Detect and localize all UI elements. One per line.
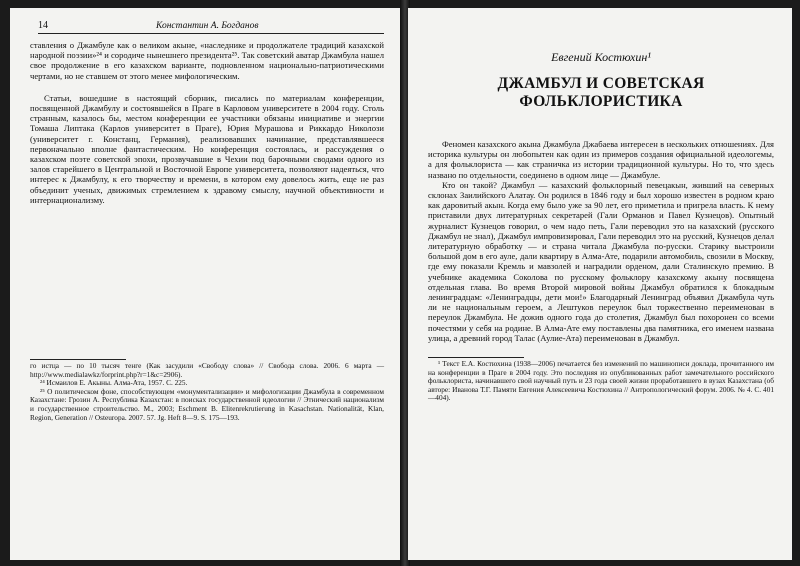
running-head-author: Константин А. Богданов (156, 21, 259, 31)
running-header (38, 20, 384, 34)
body-paragraph: Феномен казахского акына Джамбула Джабаева интересен в нескольких отношениях. Для историка культуры он любопытен как один из примеров создания официальной идеологемы, а для фольклориста — как страничка из истории традиционной культуры. Но то, что здесь названо по отдельности, соединено в одном лице — Джамбуле. (428, 139, 774, 180)
article-author: Евгений Костюхин¹ (551, 50, 651, 64)
right-page (408, 8, 792, 560)
page-number: 14 (38, 20, 48, 31)
footnote: ¹ Текст Е.А. Костюхина (1938—2006) печатается без изменений по машинописи доклада, прочитанного им на конференции в Праге в 2004 году. Это последняя из опубликованных работ замечательного российского фольклориста, начинавшего свой научный путь и 23 года своей жизни проработавшего в вузах Казахстана (об авторе: Иванова Т.Г. Памяти Евгения Алексеевича Костюхина // Антропологический форум. 2006. № 4. С. 401—404). (428, 359, 774, 403)
body-paragraph: ставления о Джамбуле как о великом акыне, «наследнике и продолжателе традиций казахской народной поэзии»²⁴ и сородиче нынешнего президента²⁵. Так советский аватар Джамбула нашел свое продолжение в его казахском варианте, подновленном национально-патриотическими чертами, но не ставшем от этого менее мифологическим. (30, 40, 384, 81)
footnote: го истца — по 10 тысяч тенге (Как засудили «Свободу слова» // Свобода слова. 2006. 6 марта — http://www.medialawkz/forprint.php?r=1&c=2906). (30, 361, 384, 379)
left-page (10, 8, 402, 560)
footnote-divider (30, 359, 126, 360)
footnote: ²⁵ О политическом фоне, способствующем «монументализации» и мифологизации Джамбула в современном Казахстане: Грозин А. Республика Казахстан: в поисках государственной идеологии // Этнический национализм и государственное строительство. М., 2003; Eschment B. Elitenrekrutierung in Kasachstan. Nationalität, Klan, Region, Generation // Osteuropa. 2007. 57. Jg. Heft 8—9. S. 175—193. (30, 386, 384, 422)
body-paragraph: Статьи, вошедшие в настоящий сборник, писались по материалам конференции, посвященной Джамбулу и состоявшейся в Праге в Карловом университете в 2004 году. Столь странным, казалось бы, местом конференции ее участники обязаны инициативе и энергии Томаша Липтака (Карлов университет в Праге), Юрия Мурашова и Риккардо Николози (университет г. Констанц, Германия), реализовавших начинание, представлявшееся первоначально вполне фантастическим. Но конференция состоялась, и рассуждения о казахском поэте советской эпохи, прозвучавшие в Чехии под барочными сводами одного из залов старейшего в Центральной и Восточной Европе университета, позволяют надеяться, что интерес к Джамбулу, к его творчеству и времени, в котором ему довелось жить, еще не раз объединит ученых, движимых стремлением к здравому смыслу, научной объективности и интернационализму. (30, 92, 384, 205)
footnote: ²⁴ Исмаилов Е. Акыны. Алма-Ата, 1957. С. 225. (40, 378, 188, 388)
footnote-divider (428, 357, 524, 358)
body-paragraph: Кто он такой? Джамбул — казахский фольклорный певецакын, живший на северных склонах Заилийского Алатау. Он родился в 1846 году и был хорошо известен в родном краю как даровитый акын. Когда ему было уже за 90 лет, его приметила и пригрела власть. К нему приставили двух литературных секретарей (Гали Орманов и Павел Кузнецов). Опытный журналист Кузнецов говорил, о чем надо петь, Гали переводил это на казахский (русского Джамбул не знал), Джамбул импровизировал, Гали переводил это на русский, Кузнецов делал литературную обработку — и страна читала Джамбула по-русски. Старику выстроили большой дом в его ауле, дали квартиру в Алма-Ате, подарили автомобиль, свозили в Москву, где ему показали Кремль и мавзолей и наградили орденом, дали Сталинскую премию. В учебнике академика Соколова по русскому фольклору казахскому акыну посвящена отдельная глава. Во время Второй мировой войны Джамбул обратился к блокадным ленинградцам: «Ленинградцы, дети мои!» Благодарный Ленинград объявил Джамбула чуть ли не национальным героем, а Лештуков переулок был торжественно переименован в переулок Джамбула. Не дожив одного года до столетия, Джамбул был похоронен со всеми почестями у себя на родине. В Алма-Ате ему поставлены два памятника, его именем названа улица, а древний город Талас (Аулие-Ата) переименован в Джамбул. (428, 179, 774, 343)
article-title: ДЖАМБУЛ И СОВЕТСКАЯ ФОЛЬКЛОРИСТИКА (497, 75, 705, 110)
